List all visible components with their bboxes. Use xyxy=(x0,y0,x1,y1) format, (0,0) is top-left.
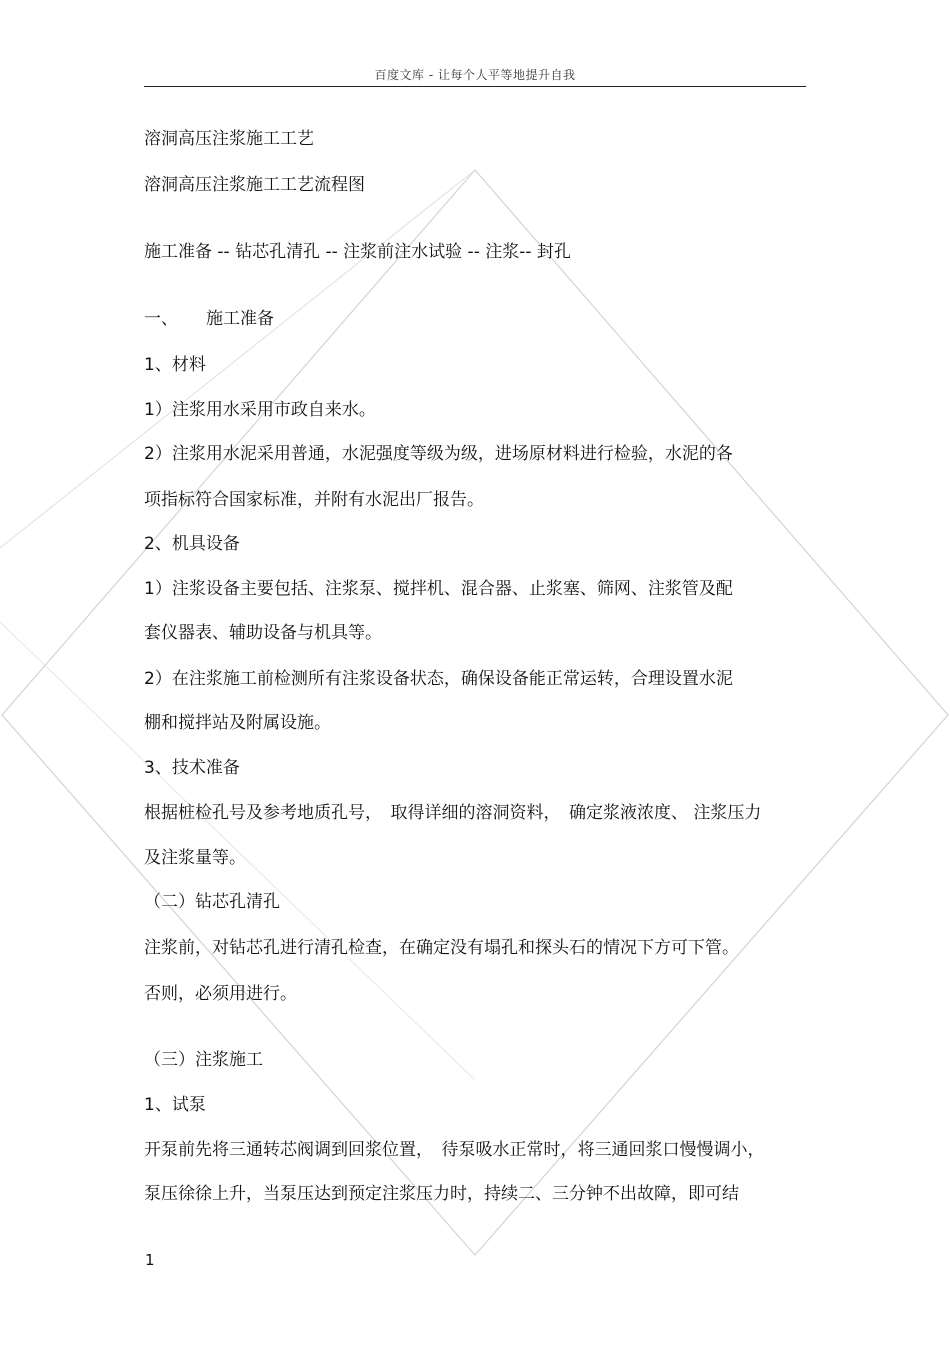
header-divider xyxy=(144,86,806,87)
section-1-title: 施工准备 xyxy=(206,309,274,329)
process-flow: 施工准备 -- 钻芯孔清孔 -- 注浆前注水试验 -- 注浆-- 封孔 xyxy=(144,242,571,262)
equipment-item-1-line-2: 套仪器表、辅助设备与机具等。 xyxy=(144,623,382,643)
materials-heading: 1、材料 xyxy=(144,355,206,375)
equipment-item-1-line-1: 1）注浆设备主要包括、注浆泵、搅拌机、混合器、止浆塞、筛网、注浆管及配 xyxy=(144,579,733,599)
tech-paragraph-line-2: 及注浆量等。 xyxy=(144,848,246,868)
page-header: 百度文库 - 让每个人平等地提升自我 xyxy=(374,68,576,82)
section-2-paragraph-line-2: 否则，必须用进行。 xyxy=(144,984,297,1004)
equipment-item-2-line-2: 棚和搅拌站及附属设施。 xyxy=(144,713,331,733)
equipment-item-2-line-1: 2）在注浆施工前检测所有注浆设备状态，确保设备能正常运转，合理设置水泥 xyxy=(144,669,733,689)
equipment-heading: 2、机具设备 xyxy=(144,534,240,554)
materials-item-1: 1）注浆用水采用市政自来水。 xyxy=(144,400,376,420)
pump-test-paragraph-line-1: 开泵前先将三通转芯阀调到回浆位置， 待泵吸水正常时，将三通回浆口慢慢调小， xyxy=(144,1140,765,1160)
materials-item-2-line-1: 2）注浆用水泥采用普通，水泥强度等级为级，进场原材料进行检验，水泥的各 xyxy=(144,444,733,464)
section-1-heading xyxy=(144,308,274,330)
page-number: 1 xyxy=(145,1251,155,1269)
section-1-number: 一、 xyxy=(144,309,178,329)
section-2-paragraph-line-1: 注浆前，对钻芯孔进行清孔检查，在确定没有塌孔和探头石的情况下方可下管。 xyxy=(144,938,739,958)
tech-heading: 3、技术准备 xyxy=(144,758,240,778)
document-title: 溶洞高压注浆施工工艺 xyxy=(144,129,314,149)
section-3-heading: （三）注浆施工 xyxy=(144,1050,263,1070)
tech-paragraph-line-1: 根据桩检孔号及参考地质孔号， 取得详细的溶洞资料， 确定浆液浓度、 注浆压力 xyxy=(144,803,762,823)
pump-test-paragraph-line-2: 泵压徐徐上升，当泵压达到预定注浆压力时，持续二、三分钟不出故障，即可结 xyxy=(144,1184,739,1204)
document-subtitle: 溶洞高压注浆施工工艺流程图 xyxy=(144,175,365,195)
section-2-heading: （二）钻芯孔清孔 xyxy=(144,892,280,912)
materials-item-2-line-2: 项指标符合国家标准，并附有水泥出厂报告。 xyxy=(144,490,484,510)
pump-test-heading: 1、试泵 xyxy=(144,1095,206,1115)
